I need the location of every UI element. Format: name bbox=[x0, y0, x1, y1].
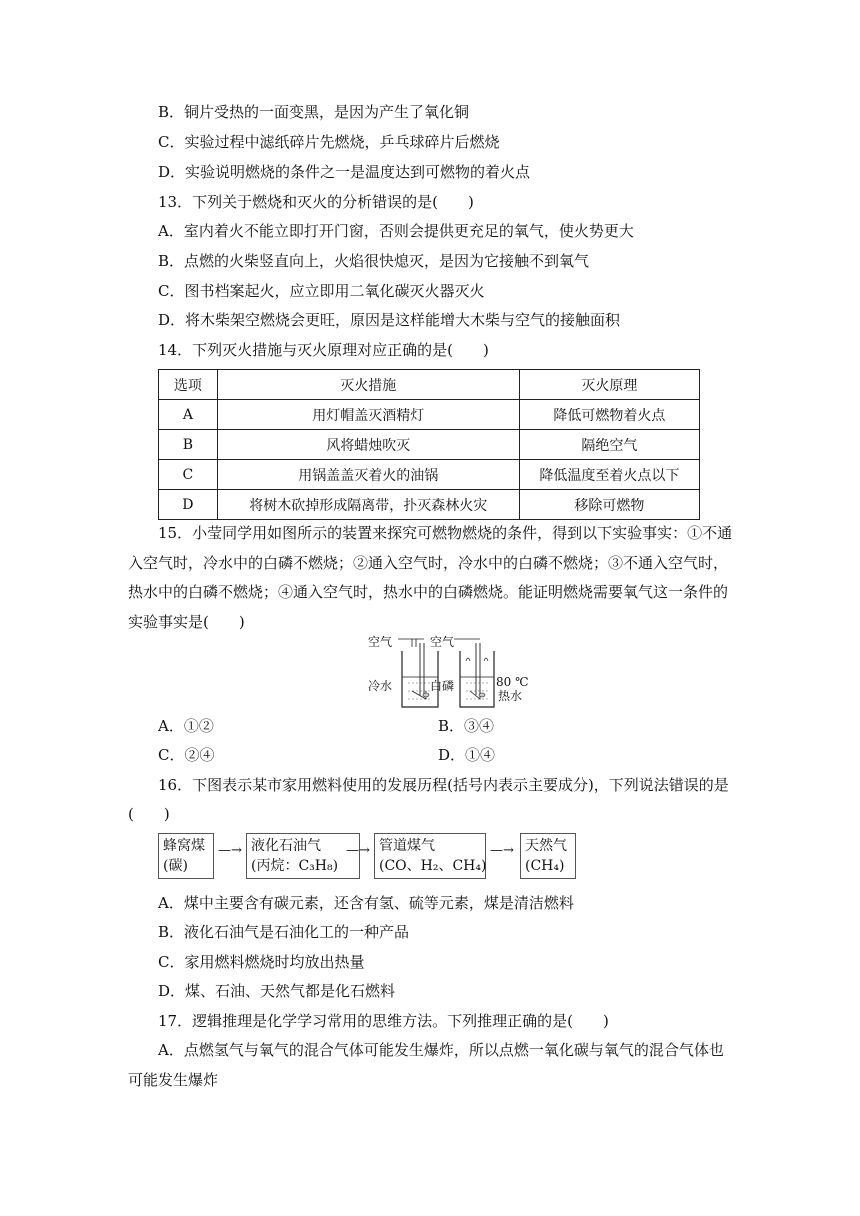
table-header-cell: 选项 bbox=[159, 370, 218, 400]
table-cell: 隔绝空气 bbox=[519, 430, 699, 460]
q17-option-a-line-2: 可能发生爆炸 bbox=[128, 1071, 219, 1089]
fuel-composition: (CO、H₂、CH₄) bbox=[379, 858, 487, 874]
q15-line-3: 热水中的白磷不燃烧；④通入空气时，热水中的白磷燃烧。能证明燃烧需要氧气这一条件的 bbox=[128, 583, 729, 601]
q12-option-b: B．铜片受热的一面变黑，是因为产生了氧化铜 bbox=[158, 103, 470, 121]
fuel-composition: (碳) bbox=[163, 858, 188, 874]
table-cell: 降低可燃物着火点 bbox=[519, 400, 699, 430]
table-header-cell: 灭火措施 bbox=[217, 370, 519, 400]
fuel-flow-diagram bbox=[158, 833, 578, 881]
arrow-right-icon: —→ bbox=[490, 843, 514, 858]
fuel-composition: (丙烷：C₃H₈) bbox=[251, 858, 339, 874]
cold-water-label: 冷水 bbox=[368, 679, 393, 693]
table-cell: B bbox=[159, 430, 218, 460]
q15-line-2: 入空气时，冷水中的白磷不燃烧；②通入空气时，冷水中的白磷不燃烧；③不通入空气时， bbox=[128, 554, 729, 572]
table-row bbox=[159, 460, 700, 490]
table-cell: 用灯帽盖灭酒精灯 bbox=[217, 400, 519, 430]
q15-option-d: D．①④ bbox=[438, 746, 496, 764]
temperature-label: 80 ℃ bbox=[496, 675, 529, 689]
table-cell: 风将蜡烛吹灭 bbox=[217, 430, 519, 460]
table-header-row bbox=[159, 370, 700, 400]
q17-option-a-line-1: A．点燃氢气与氧气的混合气体可能发生爆炸，所以点燃一氧化碳与氧气的混合气体也 bbox=[158, 1041, 724, 1059]
fuel-name: 液化石油气 bbox=[251, 838, 321, 854]
fuel-name: 管道煤气 bbox=[379, 838, 435, 854]
q16-option-d: D．煤、石油、天然气都是化石燃料 bbox=[158, 982, 396, 1000]
q14-stem: 14．下列灭火措施与灭火原理对应正确的是( ) bbox=[158, 341, 489, 359]
fuel-box bbox=[246, 833, 360, 879]
q13-option-b: B．点燃的火柴竖直向上，火焰很快熄灭，是因为它接触不到氧气 bbox=[158, 252, 590, 270]
table-cell: 移除可燃物 bbox=[519, 490, 699, 520]
table-row bbox=[159, 400, 700, 430]
q16-line-1: 16．下图表示某市家用燃料使用的发展历程(括号内表示主要成分)，下列说法错误的是 bbox=[158, 776, 729, 794]
q14-table bbox=[158, 369, 700, 520]
q15-line-1: 15．小莹同学用如图所示的装置来探究可燃物燃烧的条件，得到以下实验事实：①不通 bbox=[158, 524, 733, 542]
table-cell: C bbox=[159, 460, 218, 490]
table-cell: A bbox=[159, 400, 218, 430]
q13-option-a: A．室内着火不能立即打开门窗，否则会提供更充足的氧气，使火势更大 bbox=[158, 222, 634, 240]
table-cell: 降低温度至着火点以下 bbox=[519, 460, 699, 490]
q15-apparatus-figure bbox=[368, 633, 528, 713]
fuel-box bbox=[520, 833, 576, 879]
table-row bbox=[159, 490, 700, 520]
q17-stem: 17．逻辑推理是化学学习常用的思维方法。下列推理正确的是( ) bbox=[158, 1012, 609, 1030]
q13-option-d: D．将木柴架空燃烧会更旺，原因是这样能增大木柴与空气的接触面积 bbox=[158, 311, 621, 329]
air-label-left: 空气 bbox=[368, 635, 393, 649]
arrow-right-icon: —→ bbox=[218, 843, 242, 858]
white-phosphorus-label: 白磷 bbox=[430, 679, 455, 693]
fuel-composition: (CH₄) bbox=[525, 858, 565, 874]
table-cell: 将树木砍掉形成隔离带，扑灭森林火灾 bbox=[217, 490, 519, 520]
q12-option-c: C．实验过程中滤纸碎片先燃烧，乒乓球碎片后燃烧 bbox=[158, 133, 500, 151]
q16-line-2: ( ) bbox=[128, 805, 170, 823]
q16-option-a: A．煤中主要含有碳元素，还含有氢、硫等元素，煤是清洁燃料 bbox=[158, 894, 574, 912]
q15-option-b: B．③④ bbox=[438, 717, 495, 735]
table-row bbox=[159, 430, 700, 460]
q12-option-d: D．实验说明燃烧的条件之一是温度达到可燃物的着火点 bbox=[158, 163, 531, 181]
q13-stem: 13．下列关于燃烧和灭火的分析错误的是( ) bbox=[158, 193, 474, 211]
arrow-right-icon: —→ bbox=[346, 843, 370, 858]
fuel-box bbox=[374, 833, 486, 879]
q15-option-a: A．①② bbox=[158, 717, 214, 735]
hot-water-label: 热水 bbox=[498, 689, 523, 703]
fuel-name: 天然气 bbox=[525, 838, 567, 854]
q15-line-4: 实验事实是( ) bbox=[128, 613, 245, 631]
q16-option-b: B．液化石油气是石油化工的一种产品 bbox=[158, 923, 410, 941]
fuel-box bbox=[158, 833, 214, 879]
q13-option-c: C．图书档案起火，应立即用二氧化碳灭火器灭火 bbox=[158, 282, 485, 300]
table-header-cell: 灭火原理 bbox=[519, 370, 699, 400]
table-cell: D bbox=[159, 490, 218, 520]
table-cell: 用锅盖盖灭着火的油锅 bbox=[217, 460, 519, 490]
fuel-name: 蜂窝煤 bbox=[163, 838, 205, 854]
q16-option-c: C．家用燃料燃烧时均放出热量 bbox=[158, 953, 365, 971]
air-label-right: 空气 bbox=[430, 635, 455, 649]
q15-option-c: C．②④ bbox=[158, 746, 215, 764]
